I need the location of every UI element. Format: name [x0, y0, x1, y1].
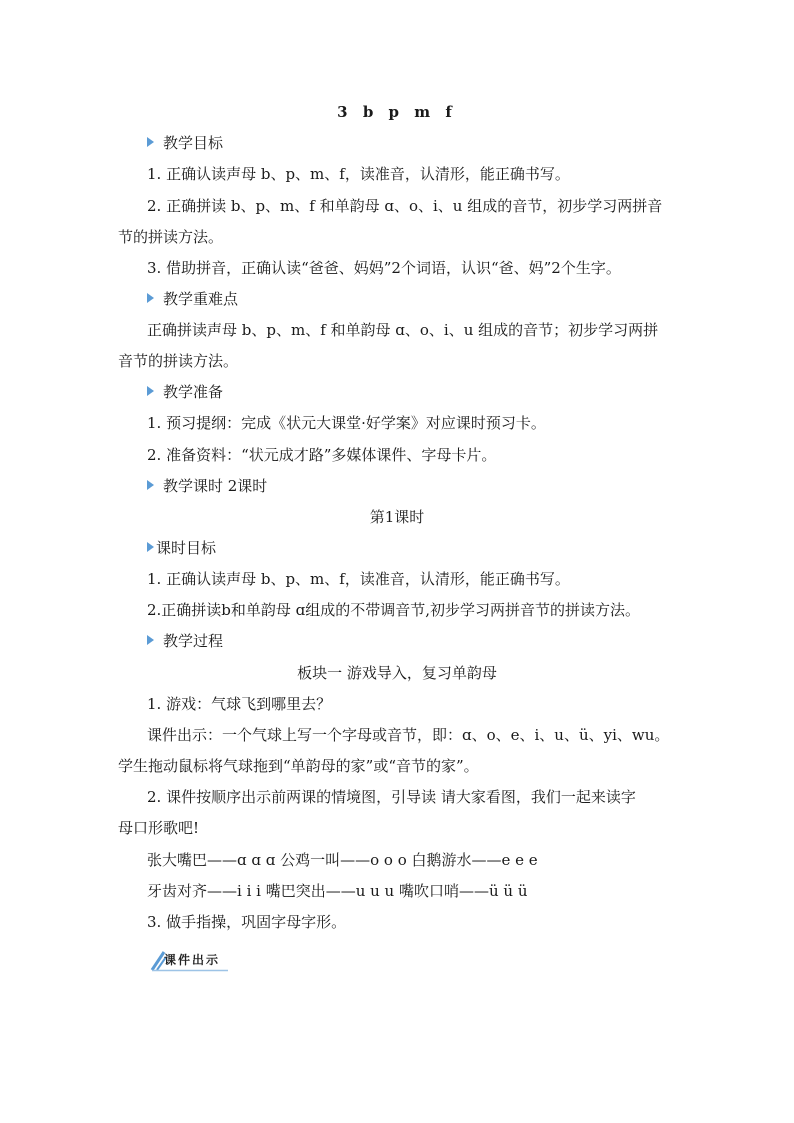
heading-text: 课时目标	[156, 539, 217, 557]
heading-teaching-goals	[147, 133, 223, 153]
process-line: 母口形歌吧!	[118, 819, 200, 837]
process-line: 课件出示：一个气球上写一个字母或音节，即：ɑ、o、e、i、u、ü、yi、wu。	[147, 726, 670, 744]
rhyme-line: 张大嘴巴——ɑ ɑ ɑ 公鸡一叫——o o o 白鹅游水——e e e	[147, 851, 538, 869]
goal-line: 2. 正确拼读 b、p、m、f 和单韵母 ɑ、o、i、u 组成的音节，初步学习两拼音	[147, 197, 663, 215]
prep-line: 2. 准备资料：“状元成才路”多媒体课件、字母卡片。	[147, 446, 497, 464]
block-1-title: 板块一 游戏导入，复习单韵母	[297, 664, 497, 682]
heading-key-points	[147, 289, 238, 309]
heading-text: 教学重难点	[163, 290, 239, 308]
process-line: 2. 课件按顺序出示前两课的情境图，引导读 请大家看图，我们一起来读字	[147, 788, 636, 806]
process-line: 3. 做手指操，巩固字母字形。	[147, 913, 347, 931]
goal-line: 3. 借助拼音，正确认读“爸爸、妈妈”2个词语，认识“爸、妈”2个生字。	[147, 259, 621, 277]
rhyme-line: 牙齿对齐——i i i 嘴巴突出——u u u 嘴吹口哨——ü ü ü	[147, 882, 528, 900]
heading-text: 教学目标	[163, 134, 224, 152]
heading-preparation	[147, 382, 223, 402]
triangle-right-icon	[147, 293, 154, 303]
lesson-title: 3 b p m f	[337, 103, 457, 121]
triangle-right-icon	[147, 635, 154, 645]
goal-line: 节的拼读方法。	[118, 228, 224, 246]
heading-lesson-goals	[147, 538, 216, 558]
process-line: 学生拖动鼠标将气球拖到“单韵母的家”或“音节的家”。	[118, 757, 479, 775]
lesson-1-title: 第1课时	[369, 508, 425, 526]
heading-teaching-process	[147, 631, 223, 651]
triangle-right-icon	[147, 542, 154, 552]
lesson-goal-line: 2.正确拼读b和单韵母 ɑ组成的不带调音节,初步学习两拼音节的拼读方法。	[147, 601, 641, 619]
heading-class-hours	[147, 476, 267, 496]
courseware-badge	[150, 948, 234, 972]
key-line: 音节的拼读方法。	[118, 352, 239, 370]
heading-text: 教学课时 2课时	[163, 477, 268, 495]
badge-label: 课件出示	[164, 953, 221, 967]
heading-text: 教学过程	[163, 632, 224, 650]
goal-line: 1. 正确认读声母 b、p、m、f，读准音，认清形，能正确书写。	[147, 165, 570, 183]
prep-line: 1. 预习提纲：完成《状元大课堂·好学案》对应课时预习卡。	[147, 414, 546, 432]
lesson-goal-line: 1. 正确认读声母 b、p、m、f，读准音，认清形，能正确书写。	[147, 570, 570, 588]
triangle-right-icon	[147, 386, 154, 396]
triangle-right-icon	[147, 137, 154, 147]
key-line: 正确拼读声母 b、p、m、f 和单韵母 ɑ、o、i、u 组成的音节；初步学习两拼	[147, 321, 659, 339]
triangle-right-icon	[147, 480, 154, 490]
heading-text: 教学准备	[163, 383, 224, 401]
process-line: 1. 游戏：气球飞到哪里去？	[147, 695, 332, 713]
